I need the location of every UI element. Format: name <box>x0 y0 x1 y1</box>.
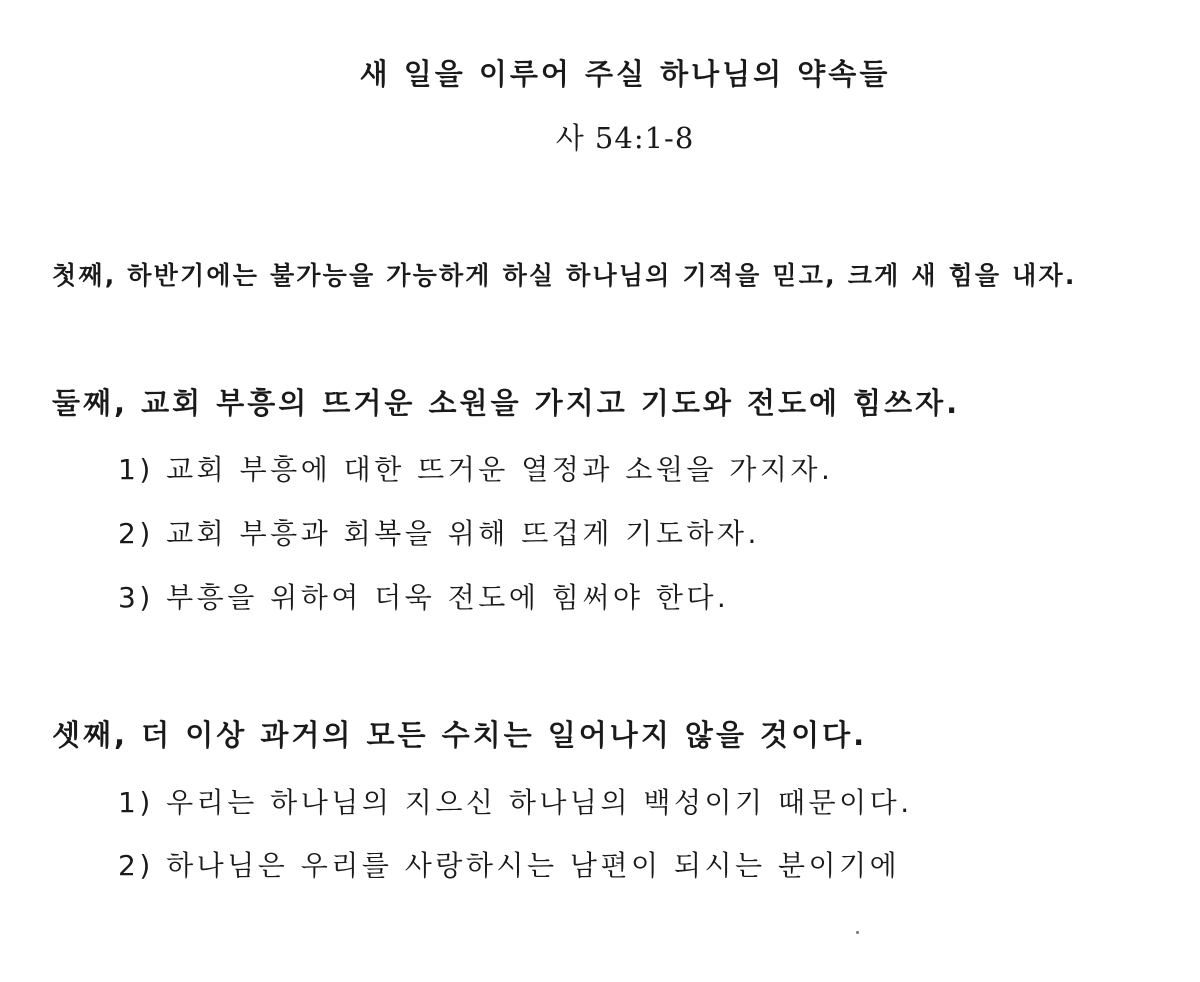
scripture-reference: 사 54:1-8 <box>555 121 695 155</box>
section-heading-third: 셋째, 더 이상 과거의 모든 수치는 일어나지 않을 것이다. <box>52 718 868 752</box>
list-item: 2) 교회 부흥과 회복을 위해 뜨겁게 기도하자. <box>118 517 760 550</box>
scan-speck <box>856 931 859 934</box>
sermon-title: 새 일을 이루어 주실 하나님의 약속들 <box>359 57 891 91</box>
section-heading-first: 첫째, 하반기에는 불가능을 가능하게 하실 하나님의 기적을 믿고, 크게 새 힘을 내자. <box>52 261 1077 290</box>
list-item: 3) 부흥을 위하여 더욱 전도에 힘써야 한다. <box>118 581 730 614</box>
section-heading-second: 둘째, 교회 부흥의 뜨거운 소원을 가지고 기도와 전도에 힘쓰자. <box>52 386 961 420</box>
list-item: 1) 우리는 하나님의 지으신 하나님의 백성이기 때문이다. <box>118 786 913 819</box>
list-item: 1) 교회 부흥에 대한 뜨거운 열정과 소원을 가지자. <box>118 453 834 486</box>
list-item: 2) 하나님은 우리를 사랑하시는 남편이 되시는 분이기에 <box>118 849 901 882</box>
